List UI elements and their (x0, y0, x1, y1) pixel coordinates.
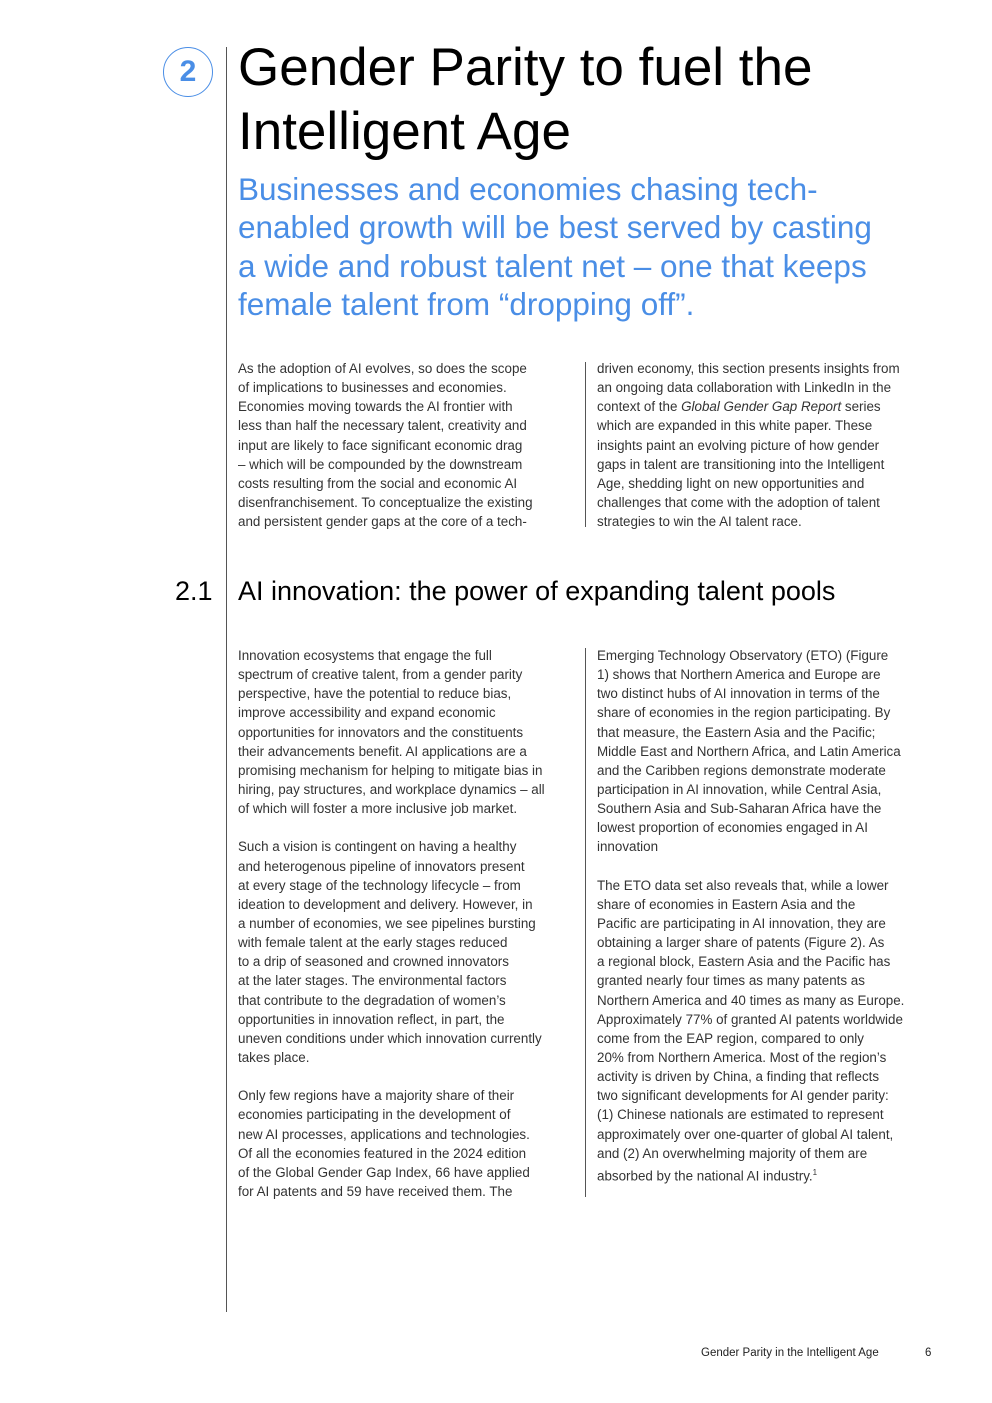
chapter-subtitle: Businesses and economies chasing tech- enabled growth will be best served by casting a wide and robust talent net – one that keeps female talent from “dropping off”. (238, 171, 872, 322)
text-line: costs resulting from the social and economic AI (238, 475, 518, 491)
page-number: 6 (925, 1347, 932, 1359)
text-line: two distinct hubs of AI innovation in terms of the (597, 686, 880, 702)
text-line: a regional block, Eastern Asia and the Pacific has (597, 954, 891, 970)
text-line (238, 1067, 545, 1086)
text-line: Economies moving towards the AI frontier with (238, 399, 513, 415)
text-line: with female talent at the early stages reduced (238, 935, 508, 951)
text-line: approximately over one-quarter of global AI talent, (597, 1126, 894, 1142)
text-line: a number of economies, we see pipelines bursting (238, 915, 536, 931)
text-line: hiring, pay structures, and workplace dynamics – all (238, 781, 545, 797)
text-line: uneven conditions under which innovation currently (238, 1030, 542, 1046)
text-line: their advancements benefit. AI applications are a (238, 743, 527, 759)
text-line: and (2) An overwhelming majority of them are (597, 1145, 868, 1161)
chapter-title: Gender Parity to fuel the Intelligent Age (238, 38, 813, 161)
intro-column-2 (597, 359, 900, 531)
text-line: spectrum of creative talent, from a gender parity (238, 667, 523, 683)
text-line: granted nearly four times as many patents as (597, 973, 865, 989)
column-divider (585, 362, 586, 527)
column-divider (585, 648, 586, 1197)
footer-title: Gender Parity in the Intelligent Age (701, 1347, 879, 1359)
text-line: which are expanded in this white paper. These (597, 418, 873, 434)
text-line: of implications to businesses and economies. (238, 380, 507, 396)
chapter-number-badge: 2 (163, 47, 213, 97)
text-line: and the Caribben regions demonstrate moderate (597, 762, 886, 778)
text-line: input are likely to face significant economic drag (238, 437, 523, 453)
text-line: that contribute to the degradation of women’s (238, 992, 506, 1008)
text-line: at the later stages. The environmental factors (238, 973, 507, 989)
text-line: opportunities for innovators and the constituents (238, 724, 524, 740)
text-line (597, 397, 900, 416)
text-line: lowest proportion of economies engaged in AI (597, 820, 868, 836)
text-line: participation in AI innovation, while Central Asia, (597, 781, 882, 797)
text-line: share of economies in Eastern Asia and the (597, 896, 856, 912)
text-line: Such a vision is contingent on having a healthy (238, 839, 517, 855)
text-line: innovation (597, 839, 659, 855)
text-line: new AI processes, applications and technologies. (238, 1126, 530, 1142)
text-line: challenges that come with the adoption of talent (597, 494, 880, 510)
text-line: an ongoing data collaboration with LinkedIn in the (597, 380, 892, 396)
text-line: The ETO data set also reveals that, while a lower (597, 877, 889, 893)
text-line: 20% from Northern America. Most of the region’s (597, 1049, 887, 1065)
text-line: two significant developments for AI gender parity: (597, 1088, 889, 1104)
text-line: Southern Asia and Sub-Saharan Africa have the (597, 801, 882, 817)
section-column-1 (238, 646, 545, 1201)
text-line: Northern America and 40 times as many as Europe. (597, 992, 905, 1008)
text-line: Of all the economies featured in the 2024 edition (238, 1145, 527, 1161)
section-title: AI innovation: the power of expanding talent pools (238, 576, 836, 606)
text-line: of the Global Gender Gap Index, 66 have applied (238, 1164, 530, 1180)
section-number: 2.1 (175, 576, 213, 606)
text-line: Middle East and Northern Africa, and Latin America (597, 743, 901, 759)
text-line: that measure, the Eastern Asia and the Pacific; (597, 724, 876, 740)
footnote-ref: 1 (812, 1167, 818, 1177)
text-line: As the adoption of AI evolves, so does the scope (238, 361, 527, 376)
text-line: to a drip of seasoned and crowned innovators (238, 954, 509, 970)
text-line: Pacific are participating in AI innovation, they are (597, 915, 886, 931)
text-span: context of the (597, 399, 682, 415)
text-line: at every stage of the technology lifecycle – from (238, 877, 521, 893)
text-line: Approximately 77% of granted AI patents worldwide (597, 1011, 903, 1027)
text-line: of which will foster a more inclusive job market. (238, 801, 518, 817)
text-line (597, 857, 904, 876)
intro-column-1 (238, 359, 533, 531)
text-line: disenfranchisement. To conceptualize the existing (238, 494, 533, 510)
text-line: (1) Chinese nationals are estimated to represent (597, 1107, 884, 1123)
text-line: ideation to development and delivery. However, in (238, 896, 533, 912)
text-line: driven economy, this section presents insights from (597, 361, 900, 376)
text-line: strategies to win the AI talent race. (597, 514, 802, 530)
text-line: Age, shedding light on new opportunities and (597, 475, 865, 491)
text-line: perspective, have the potential to reduce bias, (238, 686, 512, 702)
italic-title: Global Gender Gap Report (681, 399, 842, 415)
text-line: and persistent gender gaps at the core of a tech- (238, 514, 527, 530)
text-line: promising mechanism for helping to mitigate bias in (238, 762, 543, 778)
text-line: Only few regions have a majority share of their (238, 1088, 515, 1104)
text-line: share of economies in the region participating. By (597, 705, 891, 721)
text-line: opportunities in innovation reflect, in part, the (238, 1011, 505, 1027)
text-line: for AI patents and 59 have received them. The (238, 1183, 513, 1199)
text-line: insights paint an evolving picture of how gender (597, 437, 880, 453)
text-line: takes place. (238, 1049, 310, 1065)
text-line: improve accessibility and expand economic (238, 705, 496, 721)
text-line: – which will be compounded by the downstream (238, 456, 523, 472)
text-line: 1) shows that Northern America and Europe are (597, 667, 881, 683)
text-line: activity is driven by China, a finding that reflects (597, 1069, 880, 1085)
text-span: series (841, 399, 881, 415)
text-line (238, 818, 545, 837)
text-line: Emerging Technology Observatory (ETO) (Figure (597, 648, 889, 663)
text-line: come from the EAP region, compared to only (597, 1030, 864, 1046)
section-column-2 (597, 646, 904, 1182)
text-line: economies participating in the development of (238, 1107, 511, 1123)
text-line: gaps in talent are transitioning into the Intelligent (597, 456, 885, 472)
text-line: and heterogenous pipeline of innovators present (238, 858, 525, 874)
text-line (597, 1163, 904, 1182)
text-span: absorbed by the national AI industry. (597, 1168, 813, 1184)
text-line: less than half the necessary talent, creativity and (238, 418, 527, 434)
margin-rule (226, 47, 227, 1312)
text-line: Innovation ecosystems that engage the full (238, 648, 492, 663)
text-line: obtaining a larger share of patents (Figure 2). As (597, 935, 885, 951)
